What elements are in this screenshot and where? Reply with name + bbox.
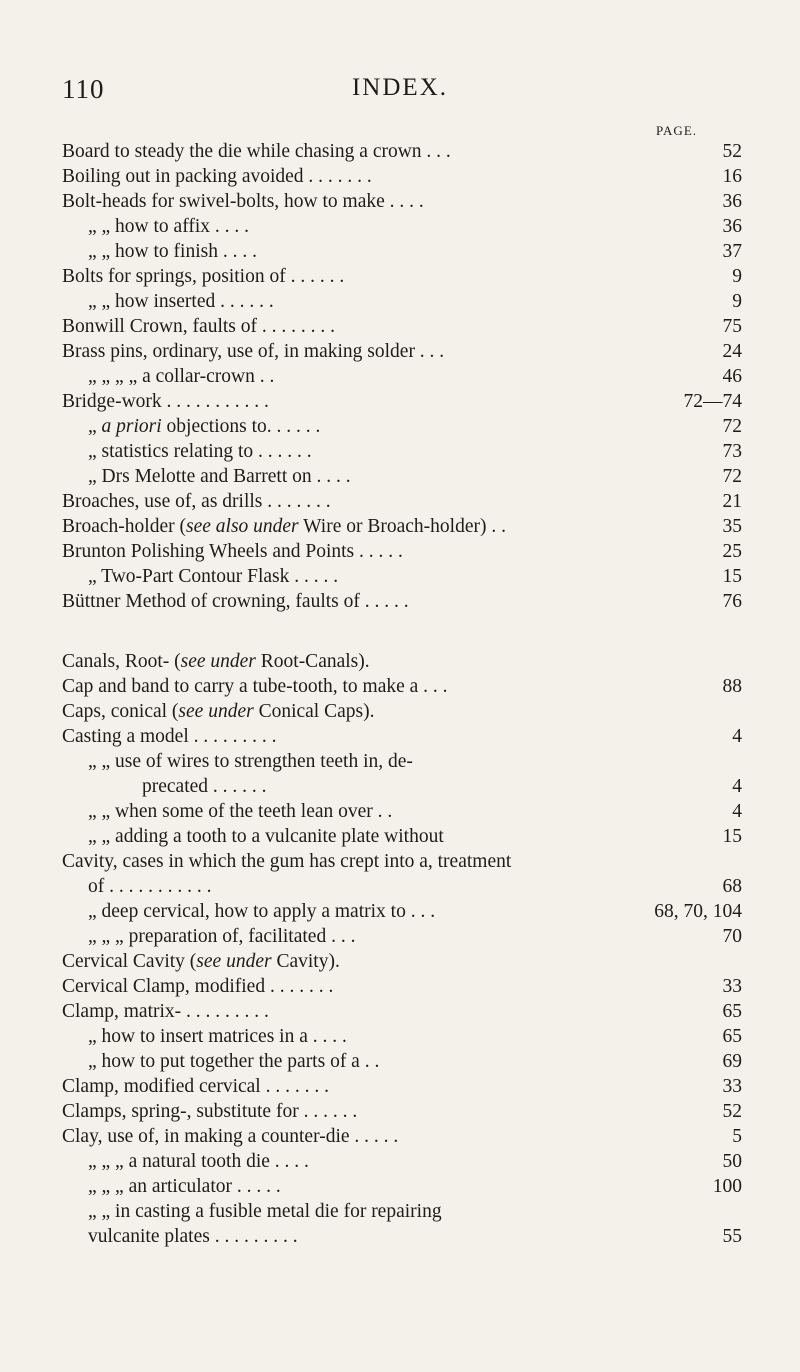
index-entry-continuation: of . . . . . . . . . . . 68 <box>88 876 742 897</box>
index-subentry: „ „ when some of the teeth lean over . . 4 <box>88 801 742 822</box>
index-subentry: „ „ „ an articulator . . . . . 100 <box>88 1176 742 1197</box>
index-subentry: „ „ in casting a fusible metal die for repairing <box>88 1201 442 1222</box>
index-subentry: „ Drs Melotte and Barrett on . . . . 72 <box>88 466 742 487</box>
index-subentry: „ how to insert matrices in a . . . . 65 <box>88 1026 742 1047</box>
index-entry: Cap and band to carry a tube-tooth, to make a . . . 88 <box>62 676 742 697</box>
index-entry: Broaches, use of, as drills . . . . . . . 21 <box>62 491 742 512</box>
page-number: 110 <box>62 74 105 104</box>
index-subentry: „ deep cervical, how to apply a matrix to . . . 68, 70, 104 <box>88 901 742 922</box>
index-subentry: „ a priori objections to. . . . . . 72 <box>88 416 742 437</box>
index-entries <box>62 139 742 1249</box>
index-subentry: „ „ use of wires to strengthen teeth in, de- <box>88 751 413 772</box>
index-entry: Cervical Cavity (see under Cavity). <box>62 951 340 972</box>
index-entry: Broach-holder (see also under Wire or Broach-holder) . . 35 <box>62 516 742 537</box>
index-entry: Büttner Method of crowning, faults of . . . . . 76 <box>62 591 742 612</box>
index-entry: Clamp, modified cervical . . . . . . . 33 <box>62 1076 742 1097</box>
index-subentry: „ statistics relating to . . . . . . 73 <box>88 441 742 462</box>
index-subentry-continuation: precated . . . . . . 4 <box>142 776 742 797</box>
index-subentry: „ „ how to finish . . . . 37 <box>88 241 742 262</box>
index-entry: Clamps, spring-, substitute for . . . . . . 52 <box>62 1101 742 1122</box>
index-subentry: „ „ „ preparation of, facilitated . . . 70 <box>88 926 742 947</box>
index-entry: Bonwill Crown, faults of . . . . . . . . 75 <box>62 316 742 337</box>
index-entry: Boiling out in packing avoided . . . . . . . 16 <box>62 166 742 187</box>
index-entry: Caps, conical (see under Conical Caps). <box>62 701 375 722</box>
index-entry-continuation: vulcanite plates . . . . . . . . . 55 <box>88 1226 742 1247</box>
index-entry: Cervical Clamp, modified . . . . . . . 33 <box>62 976 742 997</box>
index-subentry: „ Two-Part Contour Flask . . . . . 15 <box>88 566 742 587</box>
index-entry: Bolt-heads for swivel-bolts, how to make . . . . 36 <box>62 191 742 212</box>
index-entry: Brunton Polishing Wheels and Points . . . . . 25 <box>62 541 742 562</box>
running-head: INDEX. <box>351 74 448 101</box>
index-entry: Cavity, cases in which the gum has crept into a, treatment <box>62 851 512 872</box>
index-entry: Casting a model . . . . . . . . . 4 <box>62 726 742 747</box>
index-entry: Canals, Root- (see under Root-Canals). <box>62 651 370 672</box>
index-subentry: „ „ „ „ a collar-crown . . 46 <box>88 366 742 387</box>
index-entry: Bridge-work . . . . . . . . . . . 72—74 <box>62 391 742 412</box>
index-entry: Bolts for springs, position of . . . . . . 9 <box>62 266 742 287</box>
index-subentry: „ „ adding a tooth to a vulcanite plate without 15 <box>88 826 742 847</box>
index-entry: Clay, use of, in making a counter-die . . . . . 5 <box>62 1126 742 1147</box>
index-subentry: „ „ how inserted . . . . . . 9 <box>88 291 742 312</box>
index-entry: Clamp, matrix- . . . . . . . . . 65 <box>62 1001 742 1022</box>
index-subentry: „ how to put together the parts of a . . 69 <box>88 1051 742 1072</box>
index-subentry: „ „ how to affix . . . . 36 <box>88 216 742 237</box>
index-entry: Brass pins, ordinary, use of, in making solder . . . 24 <box>62 341 742 362</box>
index-subentry: „ „ „ a natural tooth die . . . . 50 <box>88 1151 742 1172</box>
index-entry: Board to steady the die while chasing a crown . . . 52 <box>62 141 742 162</box>
page-column-label: PAGE. <box>656 123 698 138</box>
